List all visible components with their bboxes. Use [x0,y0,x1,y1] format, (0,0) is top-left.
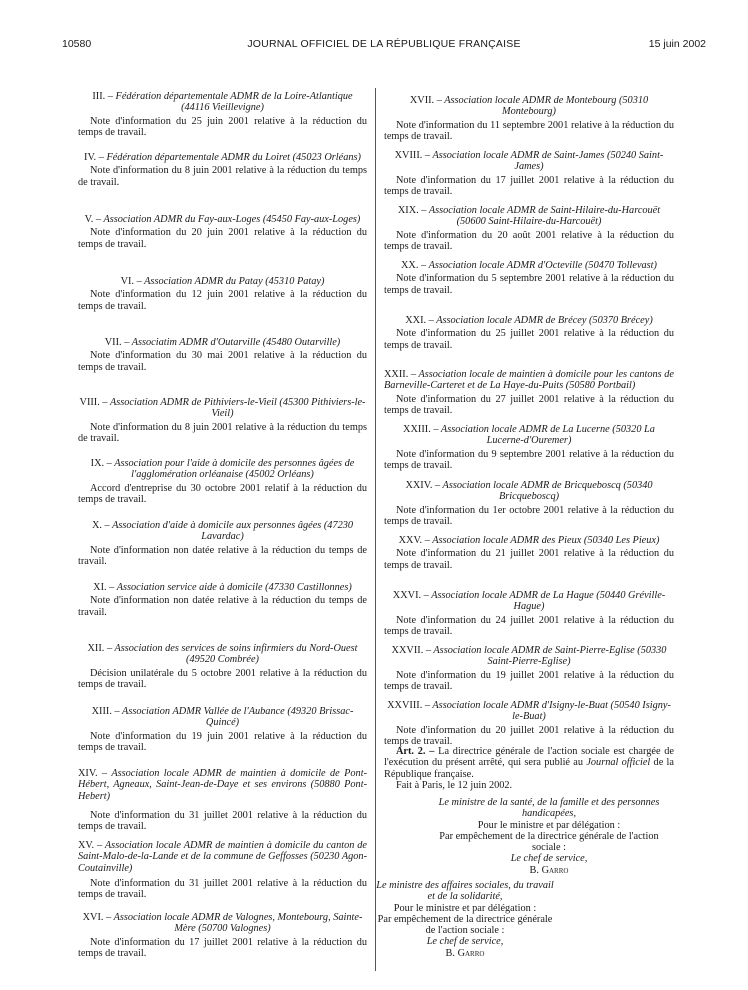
entry-text: Note d'information du 25 juin 2001 relative à la réduction du temps de travail. [78,115,367,138]
entry-text: Décision unilatérale du 5 octobre 2001 relative à la réduction du temps de travail. [78,667,367,690]
entry-block [384,590,674,637]
signatory-role: Le chef de service, [426,936,504,948]
entry-block [384,369,674,416]
entry-block [384,645,674,692]
page-number: 10580 [62,38,92,50]
entry-heading: XXVII. – Association locale ADMR de Saint-Pierre-Eglise (50330 Saint-Pierre-Eglise) [391,645,667,668]
signatory-delegation: Pour le ministre et par délégation : [477,819,621,831]
entry-heading: XX. – Association locale ADMR d'Octeville (50470 Tollevast) [401,260,657,271]
entry-text: Note d'information du 20 juillet 2001 relative à la réduction du temps de travail. [384,724,674,747]
entry-block [384,700,674,747]
column-divider [375,88,376,971]
entry-block [78,214,367,250]
entry-text: Note d'information du 20 juin 2001 relative à la réduction du temps de travail. [78,227,367,250]
entry-heading: XII. – Association des services de soins infirmiers du Nord-Ouest (49520 Combrée) [87,643,358,666]
entry-text: Note d'information du 31 juillet 2001 relative à la réduction du temps de travail. [78,809,367,833]
entry-heading: XXIV. – Association locale ADMR de Bricqueboscq (50340 Bricqueboscq) [405,480,653,503]
entry-text: Note d'information du 11 septembre 2001 relative à la réduction du temps de travail. [384,119,674,142]
signatory-name: B. Garro [529,864,569,876]
entry-text: Note d'information du 17 juillet 2001 relative à la réduction du temps de travail. [78,936,367,959]
entry-text: Note d'information du 20 août 2001 relative à la réduction du temps de travail. [384,229,674,252]
entry-text: Note d'information du 5 septembre 2001 relative à la réduction du temps de travail. [384,273,674,296]
entry-block [78,840,367,900]
article-block [384,746,674,791]
entry-text: Note d'information du 25 juillet 2001 relative à la réduction du temps de travail. [384,328,674,351]
entry-heading: XI. – Association service aide à domicile (47330 Castillonnes) [93,582,352,593]
entry-heading: IV. – Fédération départementale ADMR du Loiret (45023 Orléans) [84,152,361,163]
entry-block [384,535,674,571]
signature-block [375,880,555,959]
entry-block [78,91,367,138]
entry-block [78,276,367,312]
entry-heading: X. – Association d'aide à domicile aux personnes âgées (47230 Lavardac) [91,520,354,543]
entry-text: Accord d'entreprise du 30 octobre 2001 relatif à la réduction du temps de travail. [78,482,367,505]
entry-heading: XXV. – Association locale ADMR des Pieux (50340 Les Pieux) [398,535,660,546]
entry-text: Note d'information du 12 juin 2001 relative à la réduction du temps de travail. [78,289,367,312]
entry-heading: V. – Association ADMR du Fay-aux-Loges (45450 Fay-aux-Loges) [84,214,361,225]
signatory-name: B. Garro [445,947,485,959]
entry-block [384,480,674,527]
entry-heading: XXI. – Association locale ADMR de Brécey (50370 Brécey) [405,315,653,326]
entry-text: Note d'information du 30 mai 2001 relative à la réduction du temps de travail. [78,350,367,373]
entry-heading: XXIII. – Association locale ADMR de La Lucerne (50320 La Lucerne-d'Ouremer) [403,424,655,447]
signature-block [424,797,674,876]
entry-text: Note d'information du 1er octobre 2001 relative à la réduction du temps de travail. [384,504,674,527]
entry-heading: XIV. – Association locale ADMR de maintien à domicile de Pont-Hébert, Agneaux, Saint-Jean-de-Daye et ses environs (50880 Pont-Hebert) [78,768,367,802]
signatory-role: Le chef de service, [510,853,588,865]
entry-heading: XXVIII. – Association locale ADMR d'Isigny-le-Buat (50540 Isigny-le-Buat) [387,700,671,723]
entry-text: Note d'information du 19 juin 2001 relative à la réduction du temps de travail. [78,730,367,753]
issue-date: 15 juin 2002 [648,38,706,50]
entry-block [384,205,674,252]
entry-heading: III. – Fédération départementale ADMR de la Loire-Atlantique (44116 Vieillevigne) [92,91,353,114]
entry-heading: XIII. – Association ADMR Vallée de l'Aubance (49320 Brissac-Quincé) [91,706,354,729]
entry-block [78,768,367,832]
entry-heading: IX. – Association pour l'aide à domicile des personnes âgées de l'agglomération orléanaise (45002 Orléans) [90,458,355,481]
entry-heading: VIII. – Association ADMR de Pithiviers-le-Vieil (45300 Pithiviers-le-Vieil) [79,397,366,420]
entry-text: Note d'information du 8 juin 2001 relative à la réduction du temps de travail. [78,165,367,188]
entry-block [384,95,674,142]
signatory-minister: Le ministre des affaires sociales, du travail et de la solidarité, [376,880,554,903]
entry-block [78,643,367,690]
done-at: Fait à Paris, le 12 juin 2002. [396,779,513,791]
entry-block [384,150,674,197]
entry-text: Note d'information non datée relative à la réduction du temps de travail. [78,544,367,567]
entry-heading: XXII. – Association locale de maintien à domicile pour les cantons de Barneville-Carteret et de La Haye-du-Puits (50580 Portbail) [384,369,674,392]
entry-text: Note d'information du 27 juillet 2001 relative à la réduction du temps de travail. [384,393,674,416]
page-header [62,38,706,54]
entry-heading: VI. – Association ADMR du Patay (45310 Patay) [120,276,325,287]
entry-block [78,397,367,444]
entry-heading: XV. – Association locale ADMR de maintien à domicile du canton de Saint-Malo-de-la-Lande et de la commune de Geffosses (50230 Agon-Coutainville) [78,840,367,874]
entry-text: Note d'information du 31 juillet 2001 relative à la réduction du temps de travail. [78,877,367,901]
entry-block [78,152,367,188]
entry-text: Note d'information du 8 juin 2001 relative à la réduction du temps de travail. [78,421,367,444]
entry-text: Note d'information du 17 juillet 2001 relative à la réduction du temps de travail. [384,174,674,197]
entry-text: Note d'information non datée relative à la réduction du temps de travail. [78,595,367,618]
entry-heading: XVII. – Association locale ADMR de Montebourg (50310 Montebourg) [409,95,649,118]
entry-block [384,424,674,471]
article-2: Art. 2. – La directrice générale de l'action sociale est chargée de l'exécution du présent arrêté, qui sera publié au Journal officiel de la République française. [384,746,674,780]
entry-text: Note d'information du 21 juillet 2001 relative à la réduction du temps de travail. [384,548,674,571]
entry-block [78,337,367,373]
signatory-delegation: Pour le ministre et par délégation : [393,902,537,914]
entry-text: Note d'information du 9 septembre 2001 relative à la réduction du temps de travail. [384,448,674,471]
entry-heading: XVIII. – Association locale ADMR de Saint-James (50240 Saint-James) [394,150,664,173]
entry-block [78,520,367,567]
entry-block [78,706,367,753]
entry-block [78,458,367,505]
entry-text: Note d'information du 19 juillet 2001 relative à la réduction du temps de travail. [384,669,674,692]
signatory-impediment: Par empêchement de la directrice générale de l'action sociale : [377,913,553,937]
journal-title: JOURNAL OFFICIEL DE LA RÉPUBLIQUE FRANÇAISE [247,38,521,50]
entry-heading: XIX. – Association locale ADMR de Saint-Hilaire-du-Harcouët (50600 Saint-Hilaire-du-Harcouët) [397,205,661,228]
entry-heading: XVI. – Association locale ADMR de Valognes, Montebourg, Sainte-Mère (50700 Valognes) [82,912,363,935]
signatory-impediment: Par empêchement de la directrice générale de l'action sociale : [439,830,659,854]
entry-block [384,315,674,351]
entry-text: Note d'information du 24 juillet 2001 relative à la réduction du temps de travail. [384,614,674,637]
entry-block [78,582,367,618]
signatory-minister: Le ministre de la santé, de la famille et des personnes handicapées, [438,797,660,820]
entry-heading: VII. – Associatim ADMR d'Outarville (45480 Outarville) [104,337,341,348]
entry-block [78,912,367,959]
entry-heading: XXVI. – Association locale ADMR de La Hague (50440 Gréville-Hague) [392,590,666,613]
entry-block [384,260,674,296]
